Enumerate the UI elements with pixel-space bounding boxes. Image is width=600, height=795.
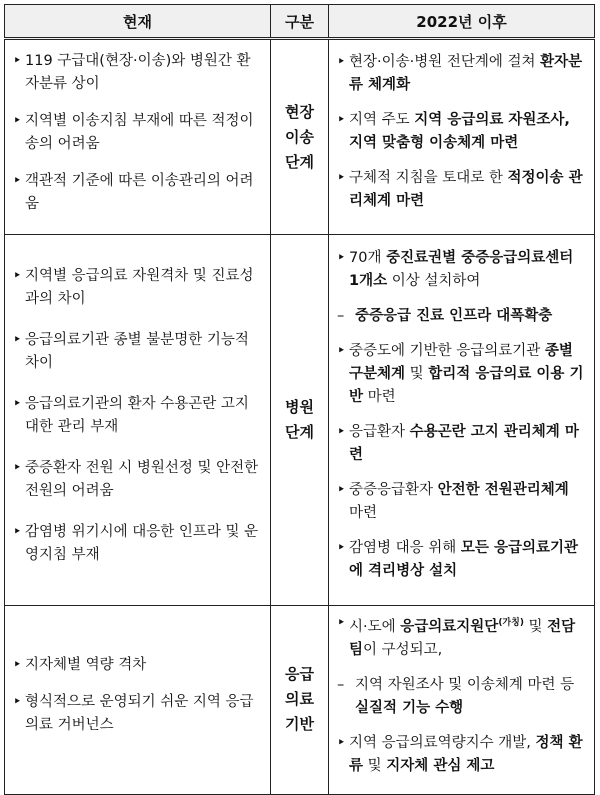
- emphasis-text: 응급의료지원단: [400, 618, 499, 635]
- after-item: [337, 421, 586, 467]
- current-item: [13, 170, 262, 216]
- emphasis-text: 실질적 기능 수행: [355, 699, 464, 716]
- category-word: 기반: [285, 715, 314, 734]
- current-list: [5, 251, 270, 589]
- after-cell: [329, 235, 595, 606]
- current-item: [13, 265, 262, 311]
- item-text: 중증도에 기반한 응급의료기관: [349, 343, 545, 359]
- emphasis-text: 모든 응급의료기관에 격리병상 설치: [349, 540, 578, 579]
- category-cell: [271, 39, 329, 235]
- bullet-icon: ‣: [337, 424, 346, 440]
- category-word: 이송: [285, 127, 314, 146]
- header-category: 구분: [271, 5, 329, 39]
- category-word: 단계: [285, 423, 314, 441]
- current-cell: [5, 39, 271, 235]
- emphasis-text: 합리적 응급의료 이용 기반: [349, 366, 584, 405]
- item-text: 감염병 대응 위해: [349, 540, 461, 556]
- bullet-icon: ‣: [13, 657, 22, 674]
- emphasis-text: 지역 응급의료 자원조사, 지역 맞춤형 이송체계 마련: [349, 112, 570, 151]
- after-item: [337, 537, 586, 583]
- category-word: 병원: [285, 398, 314, 416]
- after-subitem: [337, 674, 586, 720]
- current-item: [13, 50, 262, 96]
- table-row: [5, 606, 595, 795]
- bullet-icon: ‣: [337, 482, 346, 498]
- header-after: 2022년 이후: [329, 5, 595, 39]
- comparison-table: [4, 4, 595, 795]
- emphasis-text: 환자분류 체계화: [349, 54, 583, 93]
- bullet-icon: ‣: [13, 694, 22, 711]
- category-word: 응급: [285, 665, 314, 684]
- bullet-icon: ‣: [13, 113, 22, 129]
- item-text: 마련: [363, 389, 396, 405]
- current-item: [13, 110, 262, 156]
- after-list: [329, 45, 594, 229]
- item-text: 현장·이송·병원 전단계에 걸쳐: [349, 54, 541, 70]
- after-item: [337, 247, 586, 293]
- bullet-icon: ‣: [337, 540, 346, 556]
- item-text: 및: [523, 618, 548, 635]
- bullet-icon: ‣: [13, 53, 22, 69]
- emphasis-text: 적정이송 관리체계 마련: [349, 170, 583, 209]
- item-text: 이 구성되고,: [363, 641, 443, 658]
- item-text: 지역 응급의료역량지수 개발,: [349, 734, 536, 751]
- header-current: 현재: [5, 5, 271, 39]
- category-word: 단계: [285, 152, 314, 171]
- emphasis-text: 중증응급 진료 인프라 대폭확충: [355, 308, 553, 324]
- item-text: 마련: [349, 505, 378, 521]
- emphasis-text: 정책 환류: [349, 734, 583, 774]
- bullet-icon: ‣: [13, 268, 22, 284]
- current-item: [13, 393, 262, 439]
- current-item: [13, 521, 262, 567]
- current-item: [13, 457, 262, 503]
- item-text: 지역 주도: [349, 112, 415, 128]
- item-text: (가칭): [498, 618, 524, 628]
- current-list: [5, 40, 270, 234]
- after-list: [329, 241, 594, 599]
- current-item-text: 객관적 기준에 따른 이송관리의 어려움: [25, 173, 254, 212]
- current-list: [5, 644, 270, 755]
- bullet-icon: ‣: [337, 734, 346, 751]
- bullet-icon: ‣: [13, 460, 22, 476]
- after-subitem: [337, 305, 586, 328]
- category-cell: [271, 606, 329, 795]
- current-item-text: 중증환자 전원 시 병원선정 및 안전한 전원의 어려움: [25, 460, 259, 499]
- current-cell: [5, 606, 271, 795]
- current-item-text: 형식적으로 운영되기 쉬운 지역 응급의료 거버넌스: [25, 694, 254, 734]
- item-text: 이상 설치하여: [387, 273, 481, 289]
- item-text: 구체적 지침을 토대로 한: [349, 170, 508, 186]
- after-item: [337, 612, 586, 662]
- after-item: [337, 51, 586, 97]
- after-item: [337, 167, 586, 213]
- category-word: 현장: [285, 102, 314, 121]
- table-row: [5, 235, 595, 606]
- emphasis-text: 수용곤란 고지 관리체계 마련: [349, 424, 579, 463]
- emphasis-text: 중진료권별 중증응급의료센터 1개소: [349, 250, 574, 289]
- bullet-icon: ‣: [13, 173, 22, 189]
- emphasis-text: 전담팀: [349, 618, 576, 658]
- after-item: [337, 479, 586, 525]
- item-text: 시·도에: [349, 618, 401, 635]
- item-text: 및: [363, 757, 387, 774]
- bullet-icon: ‣: [337, 112, 346, 128]
- current-item-text: 지역별 이송지침 부재에 따른 적정이송의 어려움: [25, 113, 254, 152]
- current-item-text: 응급의료기관 종별 불분명한 기능적 차이: [25, 332, 249, 371]
- item-text: 70개: [349, 250, 387, 266]
- item-text: 및: [405, 366, 429, 382]
- bullet-icon: ‣: [13, 524, 22, 540]
- category-word: 의료: [285, 690, 314, 709]
- current-item-text: 응급의료기관의 환자 수용곤란 고지 대한 관리 부재: [25, 396, 249, 435]
- current-item-text: 119 구급대(현장·이송)와 병원간 환자분류 상이: [25, 53, 251, 92]
- item-text: 응급환자: [349, 424, 410, 440]
- emphasis-text: 지자체 관심 제고: [386, 757, 495, 774]
- current-item-text: 지역별 응급의료 자원격차 및 진료성과의 차이: [25, 268, 254, 307]
- current-item: [13, 329, 262, 375]
- current-item: [13, 654, 262, 677]
- bullet-icon: ‣: [337, 343, 346, 359]
- emphasis-text: 종별 구분체계: [349, 343, 573, 382]
- dash-icon: –: [337, 676, 345, 693]
- bullet-icon: ‣: [337, 250, 346, 266]
- current-cell: [5, 235, 271, 606]
- after-item: [337, 340, 586, 409]
- dash-icon: –: [337, 308, 345, 324]
- after-cell: [329, 39, 595, 235]
- current-item-text: 감염병 위기시에 대응한 인프라 및 운영지침 부재: [25, 524, 259, 563]
- table-row: [5, 39, 595, 235]
- item-text: 중증응급환자: [349, 482, 438, 498]
- bullet-icon: ‣: [337, 170, 346, 186]
- bullet-icon: ‣: [337, 54, 346, 70]
- current-item-text: 지자체별 역량 격차: [25, 657, 147, 674]
- after-item: [337, 732, 586, 778]
- after-cell: [329, 606, 595, 795]
- header-row: [5, 5, 595, 39]
- bullet-icon: ‣: [13, 396, 22, 412]
- current-item: [13, 691, 262, 737]
- bullet-icon: ‣: [337, 615, 346, 631]
- after-item: [337, 109, 586, 155]
- emphasis-text: 안전한 전원관리체계: [437, 482, 569, 498]
- bullet-icon: ‣: [13, 332, 22, 348]
- item-text: 지역 자원조사 및 이송체계 마련 등: [355, 676, 575, 693]
- category-cell: [271, 235, 329, 606]
